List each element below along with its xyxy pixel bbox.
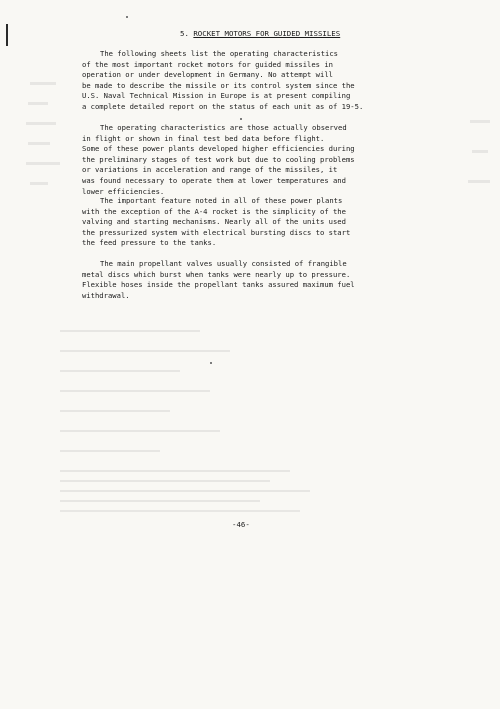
margin-mark	[6, 24, 8, 46]
paper-speck	[240, 118, 242, 120]
text-line: in flight or shown in final test bed data before flight.	[82, 133, 325, 143]
text-line: be made to describe the missile or its control system since the	[82, 80, 355, 90]
text-line: of the most important rocket motors for guided missiles in	[82, 59, 333, 69]
text-line: operation or under development in Germany. No attempt will	[82, 70, 333, 80]
section-heading	[180, 29, 380, 38]
section-number: 5.	[180, 29, 189, 38]
text-line: was found necessary to operate them at lower temperatures and	[82, 175, 346, 185]
text-line: Flexible hoses inside the propellant tanks assured maximum fuel	[82, 280, 355, 290]
paragraph-1	[82, 49, 412, 113]
paragraph-3	[82, 196, 412, 249]
text-line: Some of these power plants developed higher efficiencies during	[82, 144, 355, 154]
text-line: the pressurized system with electrical bursting discs to start	[82, 227, 351, 237]
paper-speck	[126, 16, 128, 18]
text-line: lower efficiencies.	[82, 186, 165, 196]
text-line: the preliminary stages of test work but due to cooling problems	[82, 154, 355, 164]
text-line: the feed pressure to the tanks.	[82, 238, 217, 248]
paper-speck	[210, 362, 212, 364]
paragraph-2	[82, 123, 412, 197]
text-line: The main propellant valves usually consisted of frangible	[100, 259, 347, 268]
text-line: metal discs which burst when tanks were nearly up to pressure.	[82, 269, 351, 279]
text-line: The important feature noted in all of these power plants	[100, 196, 343, 205]
text-line: withdrawal.	[82, 290, 130, 300]
section-title: ROCKET MOTORS FOR GUIDED MISSILES	[193, 29, 341, 38]
page-number: -46-	[232, 520, 250, 529]
text-line: a complete detailed report on the status of each unit as of 19-5.	[82, 101, 364, 111]
text-line: with the exception of the A-4 rocket is the simplicity of the	[82, 206, 346, 216]
text-line: The following sheets list the operating characteristics	[100, 49, 338, 58]
text-line: valving and starting mechanisms. Nearly all of the units used	[82, 217, 346, 227]
text-line: or variations in acceleration and range of the missiles, it	[82, 165, 338, 175]
text-line: The operating characteristics are those actually observed	[100, 123, 347, 132]
text-line: U.S. Naval Technical Mission in Europe is at present compiling	[82, 91, 351, 101]
paragraph-4	[82, 259, 412, 301]
